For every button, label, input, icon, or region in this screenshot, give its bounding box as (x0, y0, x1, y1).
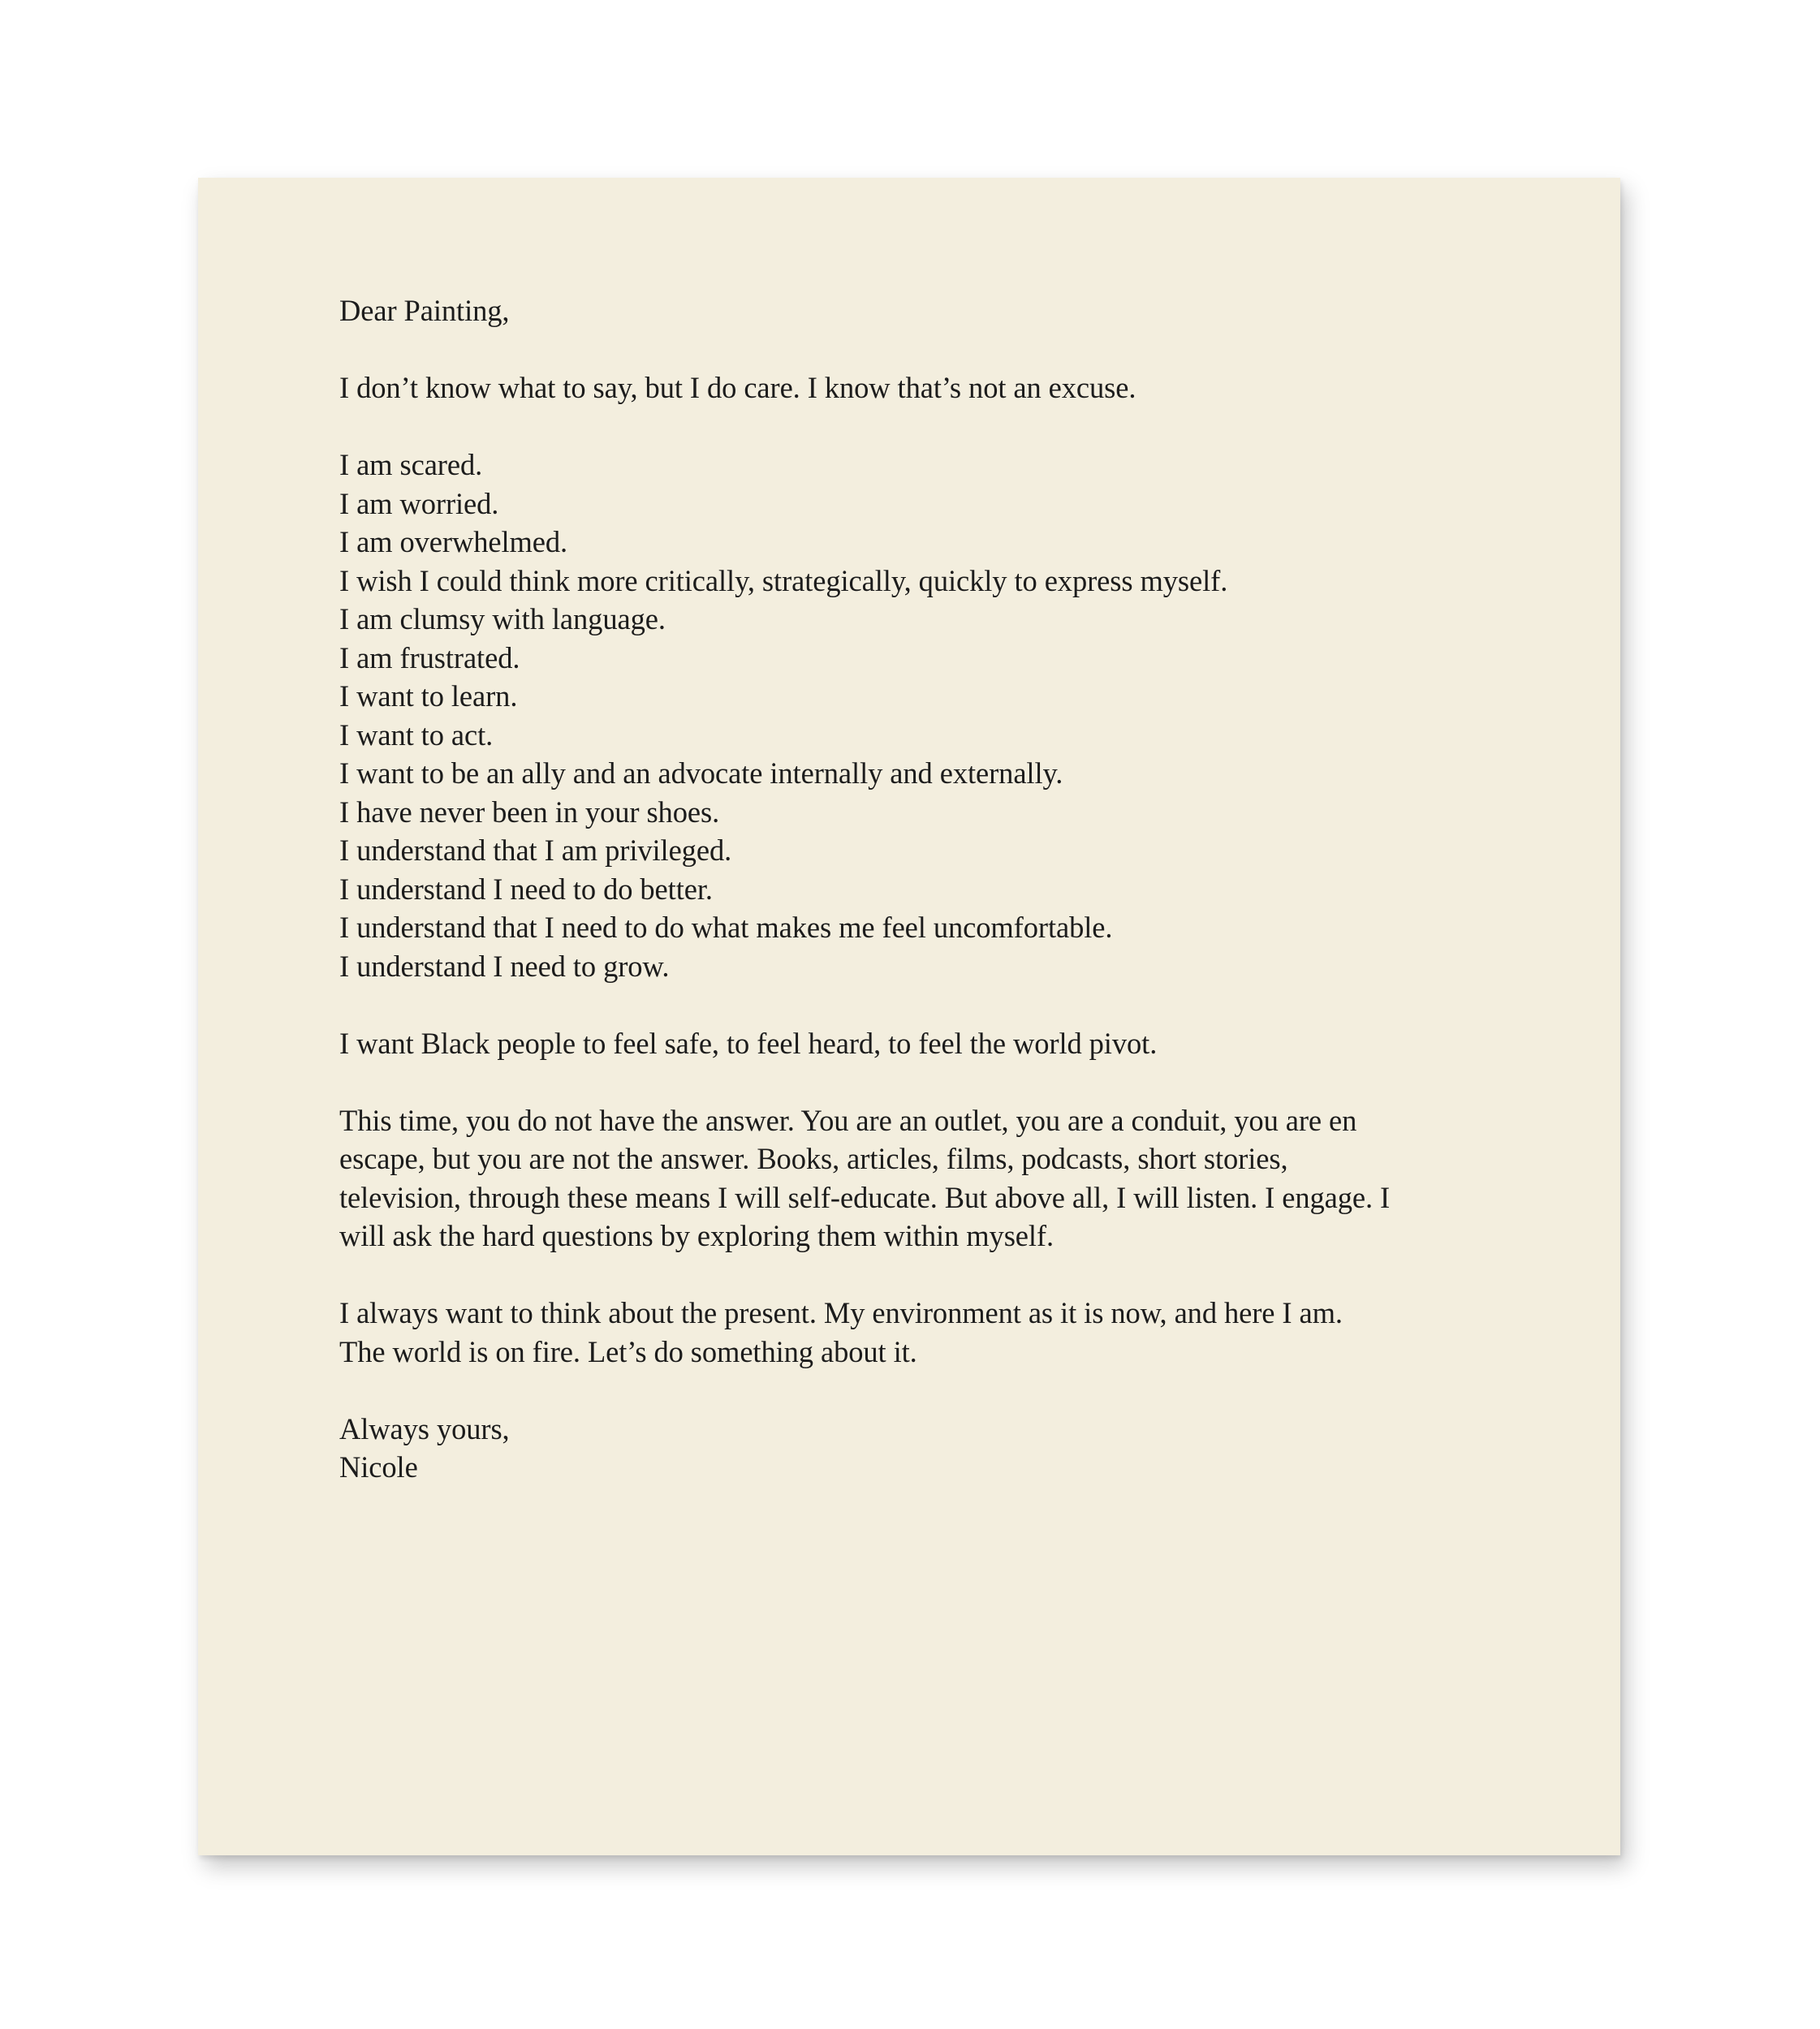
statement-line: I am clumsy with language. (339, 602, 666, 635)
letter-body (339, 291, 1508, 1525)
statement-line: I understand I need to do better. (339, 872, 713, 906)
statement-line: I understand I need to grow. (339, 949, 670, 983)
statement-line: I have never been in your shoes. (339, 795, 720, 829)
present-line: The world is on fire. Let’s do something about it. (339, 1334, 917, 1368)
statement-line: I understand that I am privileged. (339, 834, 732, 867)
wish-paragraph (339, 1024, 1508, 1063)
statement-line: I want to act. (339, 717, 494, 752)
statement-line: I am worried. (339, 486, 499, 520)
statement-line: I am scared. (339, 448, 483, 481)
answer-line: television, through these means I will self-educate. But above all, I will listen. I engage. I (339, 1180, 1391, 1214)
answer-paragraph (339, 1101, 1508, 1256)
salutation-paragraph (339, 291, 1508, 330)
opening-paragraph (339, 368, 1508, 407)
opening-line: I don’t know what to say, but I do care. I know that’s not an excuse. (339, 371, 1136, 404)
present-paragraph (339, 1294, 1508, 1371)
statements-list (339, 446, 1508, 985)
wish-line: I want Black people to feel safe, to feel heard, to feel the world pivot. (339, 1026, 1158, 1060)
statement-line: I am frustrated. (339, 640, 520, 674)
answer-line: will ask the hard questions by exploring them within myself. (339, 1219, 1054, 1252)
signature: Nicole (339, 1450, 418, 1484)
letter-paper (198, 178, 1620, 1855)
answer-line: escape, but you are not the answer. Books, articles, films, podcasts, short stories, (339, 1142, 1288, 1175)
statement-line: I want to be an ally and an advocate internally and externally. (339, 756, 1063, 790)
statement-line: I am overwhelmed. (339, 525, 568, 558)
closing: Always yours, (339, 1411, 510, 1445)
present-line: I always want to think about the present. My environment as it is now, and here I am. (339, 1296, 1343, 1329)
signoff-paragraph (339, 1410, 1508, 1487)
statement-line: I wish I could think more critically, strategically, quickly to express myself. (339, 563, 1228, 597)
answer-line: This time, you do not have the answer. You are an outlet, you are a conduit, you are en (339, 1103, 1357, 1137)
statement-line: I want to learn. (339, 679, 518, 713)
salutation: Dear Painting, (339, 294, 510, 327)
statement-line: I understand that I need to do what makes me feel uncomfortable. (339, 911, 1113, 944)
